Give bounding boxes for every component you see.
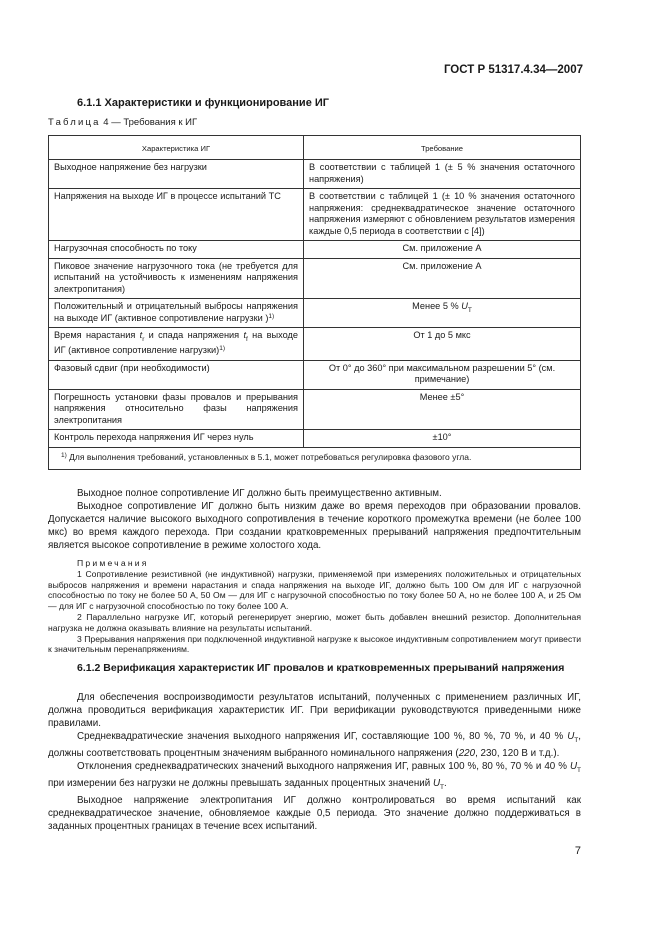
column-header-requirement: Требование xyxy=(304,136,581,160)
table-row xyxy=(49,160,581,189)
symbol-subscript: T xyxy=(467,306,472,314)
table-row xyxy=(49,258,581,299)
cell-text: на выходе ИГ (активное сопротивление нагрузки) xyxy=(54,330,298,356)
cell-requirement xyxy=(304,299,581,328)
table-row xyxy=(49,189,581,241)
cell-characteristic xyxy=(49,328,304,361)
paragraph-text: при измерении без нагрузки не должны превышать заданных процентных значений xyxy=(48,777,433,789)
cell-requirement: Менее ±5° xyxy=(304,389,581,430)
paragraph: Для обеспечения воспроизводимости результатов испытаний, полученных с применением различных ИГ, должна проводиться верификация характеристик ИГ. При верификации руководствуются приведенными ниже правилами. xyxy=(48,692,581,729)
body-paragraphs xyxy=(48,487,581,552)
symbol-u: U xyxy=(461,301,468,311)
table-footnote xyxy=(49,447,581,469)
cell-characteristic xyxy=(49,299,304,328)
symbol-t: t xyxy=(243,330,247,340)
cell-text: Время нарастания xyxy=(54,330,140,340)
table-footnote-row xyxy=(49,447,581,469)
table-caption xyxy=(48,117,197,128)
table-caption-label: Таблица xyxy=(48,117,101,128)
cell-characteristic: Пиковое значение нагрузочного тока (не требуется для испытаний на устойчивость к изменениям напряжения электропитания) xyxy=(49,258,304,299)
symbol-subscript: T xyxy=(574,736,579,744)
symbol-u: U xyxy=(432,777,441,789)
footnote-text: Для выполнения требований, установленных в 5.1, может потребоваться регулировка фазового угла. xyxy=(66,451,472,462)
notes-block xyxy=(48,558,581,655)
cell-requirement: В соответствии с таблицей 1 (± 5 % значения остаточного напряжения) xyxy=(304,160,581,189)
table-row xyxy=(49,241,581,259)
cell-characteristic: Нагрузочная способность по току xyxy=(49,241,304,259)
cell-characteristic: Напряжения на выходе ИГ в процессе испытаний ТС xyxy=(49,189,304,241)
paragraph: Выходное напряжение электропитания ИГ должно контролироваться во время испытаний как среднеквадратическое значение, обновляемое каждые 0,5 периода. Это значение должно поддерживаться в заданных процентных границах в течение всех испытаний. xyxy=(48,794,581,832)
paragraph xyxy=(48,760,581,794)
cell-requirement: От 0° до 360° при максимальном разрешении 5° (см. примечание) xyxy=(304,360,581,389)
symbol-t: t xyxy=(139,330,143,340)
cell-characteristic: Выходное напряжение без нагрузки xyxy=(49,160,304,189)
cell-requirement: См. приложение А xyxy=(304,241,581,259)
subsection-title: 6.1.2 Верификация характеристик ИГ провалов и кратковременных прерываний напряжения xyxy=(77,662,565,674)
table-header-row xyxy=(49,136,581,160)
paragraph xyxy=(48,730,581,760)
cell-characteristic: Фазовый сдвиг (при необходимости) xyxy=(49,360,304,389)
symbol-subscript: r xyxy=(142,335,145,343)
table-caption-text: 4 — Требования к ИГ xyxy=(100,117,198,128)
cell-characteristic: Погрешность установки фазы провалов и прерывания напряжения относительно фазы напряжения электропитания xyxy=(49,389,304,430)
page-number: 7 xyxy=(574,845,581,857)
cell-requirement: ±10° xyxy=(304,430,581,448)
footnote-ref: 1) xyxy=(219,345,225,353)
requirements-table xyxy=(48,135,581,470)
note-item: 3 Прерывания напряжения при подключенной индуктивной нагрузке к высокое индуктивным сопротивлением могут привести к значительным перенапряжениям. xyxy=(48,633,581,655)
verification-paragraphs xyxy=(48,691,581,833)
paragraph-text: , 230, 120 В и т.д.). xyxy=(475,747,560,759)
cell-requirement: От 1 до 5 мкс xyxy=(304,328,581,361)
cell-requirement: В соответствии с таблицей 1 (± 10 % значения остаточного напряжения: среднеквадратическое значение остаточного напряжения измеряют с обновлением результатов измерения каждые 0,5 периода в соответствии с [4]) xyxy=(304,189,581,241)
table-row xyxy=(49,360,581,389)
paragraph: Выходное полное сопротивление ИГ должно быть преимущественно активным. xyxy=(77,488,442,499)
table-row xyxy=(49,299,581,328)
table-row xyxy=(49,328,581,361)
paragraph-text: . xyxy=(444,777,447,789)
cell-text: Положительный и отрицательный выбросы напряжения на выходе ИГ (активное сопротивление нагрузки ) xyxy=(54,301,298,323)
italic-value: 220 xyxy=(458,747,476,759)
note-item: 1 Сопротивление резистивной (не индуктивной) нагрузки, применяемой при измерениях положительных и отрицательных выбросов напряжения и времени нарастания и спада напряжения на выходе ИГ, должно быть 100 Ом для ИГ с нагрузочной способностью по току не более 50 А, 50 Ом — для ИГ с нагрузочной способностью по току более 50 А, но не более 100 А, и 25 Ом — для ИГ с нагрузочной способностью по току более 100 А. xyxy=(48,568,581,612)
cell-requirement: См. приложение А xyxy=(304,258,581,299)
footnote-ref: 1) xyxy=(268,312,275,320)
notes-title: Примечания xyxy=(77,558,149,568)
cell-characteristic: Контроль перехода напряжения ИГ через нуль xyxy=(49,430,304,448)
paragraph-text: Отклонения среднеквадратических значений выходного напряжения ИГ, равных 100 %, 80 %, 70 % и 40 % xyxy=(77,760,570,772)
symbol-u: U xyxy=(569,760,578,772)
paragraph-text: Среднеквадратические значения выходного напряжения ИГ, составляющие 100 %, 80 %, 70 %, и 40 % xyxy=(77,731,568,742)
paragraph-text: , должны соответствовать процентным значениям выбранного номинального напряжения ( xyxy=(48,731,581,759)
symbol-u: U xyxy=(567,731,575,742)
standard-header: ГОСТ Р 51317.4.34—2007 xyxy=(443,64,583,76)
paragraph: Выходное сопротивление ИГ должно быть низким даже во время переходов при образовании провалов. Допускается наличие высокого выходного сопротивления в течение короткого промежутка времени (не более 100 мкс) во время каждого перехода. При создании кратковременных прерываний напряжения предпочтительным является высокое сопротивление в режиме холостого хода. xyxy=(48,501,581,551)
footnote-mark: 1) xyxy=(61,451,67,459)
table-row xyxy=(49,430,581,448)
symbol-subscript: f xyxy=(246,335,248,343)
note-item: 2 Параллельно нагрузке ИГ, который регенерирует энергию, может быть добавлен внешний резистор. Дополнительная нагрузка не должна оказывать влияние на результаты испытаний. xyxy=(48,611,581,633)
cell-text: Менее 5 % xyxy=(412,301,462,311)
symbol-subscript: T xyxy=(440,783,445,791)
column-header-characteristic: Характеристика ИГ xyxy=(49,136,304,160)
table-row xyxy=(49,389,581,430)
cell-text: и спада напряжения xyxy=(144,330,244,340)
section-title: 6.1.1 Характеристики и функционирование ИГ xyxy=(77,97,330,109)
symbol-subscript: T xyxy=(577,766,581,774)
